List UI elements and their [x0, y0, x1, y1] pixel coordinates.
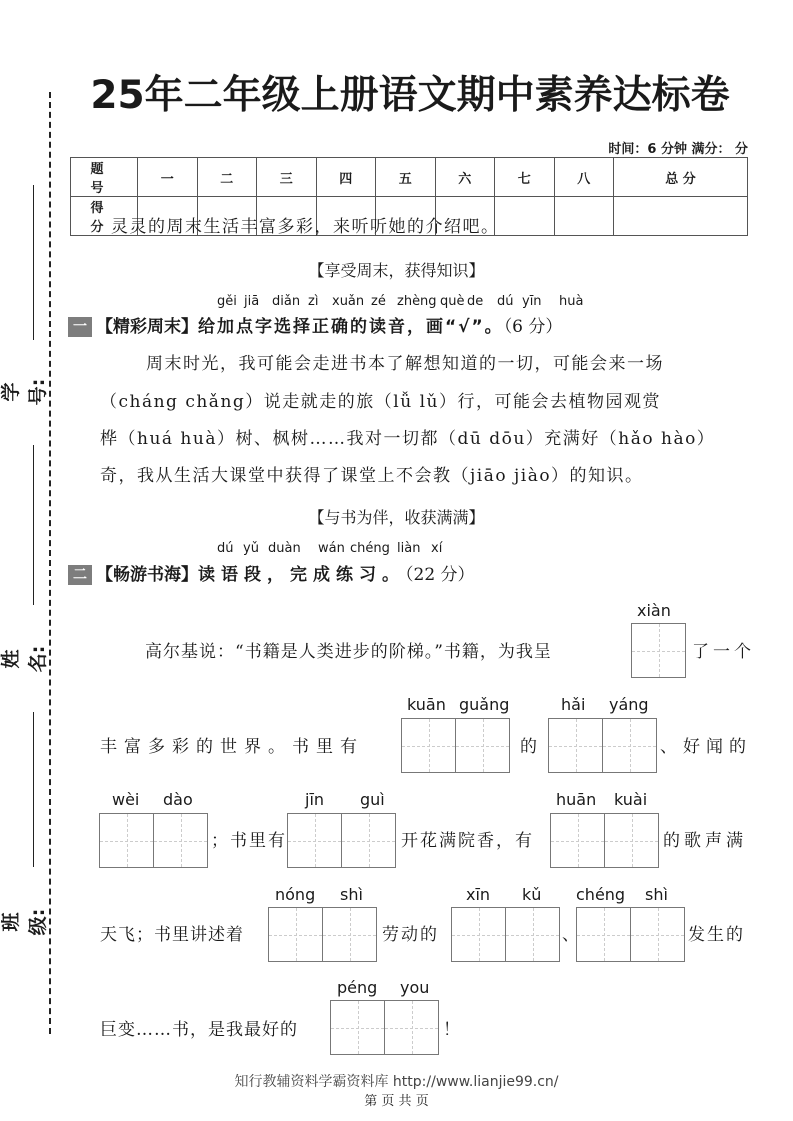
- fill-line-text: 劳动的: [382, 925, 439, 945]
- pinyin: guì: [360, 790, 385, 809]
- pinyin: xuǎn: [332, 294, 365, 309]
- table-cell: 题 号: [71, 158, 138, 197]
- pinyin: you: [400, 978, 430, 997]
- name-label: 姓名:: [0, 645, 49, 673]
- table-cell: 总 分: [614, 158, 748, 197]
- question-points: （22 分）: [405, 565, 475, 585]
- table-cell: 二: [197, 158, 257, 197]
- question-instruction: 读语段，完成练习。: [198, 565, 405, 585]
- pinyin: jiā: [244, 294, 260, 309]
- question1-header: [68, 312, 562, 337]
- pinyin: kǔ: [522, 885, 542, 904]
- pinyin: nóng: [275, 885, 316, 904]
- section1-pinyin: [217, 294, 597, 310]
- question-number-badge: 二: [68, 565, 92, 585]
- pinyin: xí: [431, 541, 443, 556]
- pinyin: shì: [645, 885, 668, 904]
- answer-box[interactable]: [631, 623, 686, 678]
- answer-box[interactable]: [576, 907, 685, 962]
- answer-box[interactable]: [548, 718, 657, 773]
- pinyin: yáng: [609, 695, 649, 714]
- question-tag: 【精彩周末】: [96, 317, 198, 337]
- section2-heading: 【与书为伴，收获满满】: [308, 508, 485, 527]
- pinyin: xīn: [466, 885, 491, 904]
- pinyin: xiàn: [637, 601, 671, 620]
- pinyin: wèi: [112, 790, 140, 809]
- number-label: 学号:: [0, 378, 49, 406]
- pinyin: huà: [559, 294, 584, 309]
- pinyin: hǎi: [561, 695, 586, 714]
- section1-heading: 【享受周末，获得知识】: [308, 261, 485, 280]
- answer-box[interactable]: [550, 813, 659, 868]
- answer-box[interactable]: [287, 813, 396, 868]
- fill-line-text: 高尔基说：“书籍是人类进步的阶梯。”书籍，为我呈: [145, 642, 552, 662]
- table-cell: 三: [257, 158, 317, 197]
- pinyin: yīn: [522, 294, 542, 309]
- pinyin: zé: [371, 294, 386, 309]
- pinyin: gěi: [217, 294, 237, 309]
- fill-line-text: 、: [562, 925, 583, 945]
- answer-box[interactable]: [451, 907, 560, 962]
- question2-header: [68, 560, 475, 585]
- answer-box[interactable]: [268, 907, 377, 962]
- fill-line-text: 、好闻的: [660, 737, 752, 757]
- score-input-cell[interactable]: [495, 197, 555, 236]
- fill-line-text: 巨变……书，是我最好的: [100, 1020, 298, 1040]
- pinyin: kuān: [407, 695, 446, 714]
- fill-line-text: 了一个: [692, 642, 755, 662]
- footer-source: 知行教辅资料学霸资料库 http://www.lianjie99.cn/: [234, 1074, 559, 1090]
- pinyin: huān: [556, 790, 597, 809]
- table-cell: 五: [376, 158, 436, 197]
- fill-line-text: 发生的: [688, 925, 745, 945]
- table-cell: 一: [138, 158, 198, 197]
- fill-line-text: ！: [443, 1020, 464, 1040]
- pinyin: chéng: [350, 541, 390, 556]
- fill-line-text: 天飞；书里讲述着: [100, 925, 244, 945]
- passage-line: （cháng chǎng）说走就走的旅（lǚ lǔ）行，可能会去植物园观赏: [100, 392, 661, 412]
- section2-pinyin: [217, 541, 457, 557]
- pinyin: shì: [340, 885, 363, 904]
- fill-line-text: 开花满院香，有: [401, 831, 534, 851]
- pinyin: péng: [337, 978, 378, 997]
- pinyin: guǎng: [459, 695, 510, 714]
- exam-meta: 时间：6 分钟 满分： 分: [608, 142, 748, 157]
- pinyin: dào: [163, 790, 193, 809]
- pinyin: liàn: [397, 541, 421, 556]
- pinyin: dú: [497, 294, 514, 309]
- pinyin: zhèng: [397, 294, 437, 309]
- score-input-cell[interactable]: [614, 197, 748, 236]
- passage-line: 奇，我从生活大课堂中获得了课堂上不会教（jiāo jiào）的知识。: [100, 466, 644, 486]
- pinyin: kuài: [614, 790, 648, 809]
- answer-box[interactable]: [330, 1000, 439, 1055]
- score-input-cell[interactable]: [554, 197, 614, 236]
- fill-line-text: 丰富多彩的世界。书里有: [100, 737, 364, 757]
- pinyin: jīn: [305, 790, 325, 809]
- table-cell: 得 分: [71, 197, 138, 236]
- pinyin: zì: [308, 294, 319, 309]
- table-cell: 六: [435, 158, 495, 197]
- binding-dashed-line: [49, 92, 51, 1034]
- intro-text: 灵灵的周末生活丰富多彩，来听听她的介绍吧。: [111, 217, 500, 237]
- footer-page: 第 页 共 页: [364, 1094, 429, 1109]
- fill-line-text: ；书里有: [211, 831, 287, 851]
- class-label: 班级:: [0, 908, 49, 936]
- table-cell: 四: [316, 158, 376, 197]
- question-instruction: 给加点字选择正确的读音，画“√”。: [198, 317, 504, 337]
- class-write-line: [33, 712, 34, 867]
- question-tag: 【畅游书海】: [96, 565, 198, 585]
- pinyin: diǎn: [272, 294, 301, 309]
- question-points: （6 分）: [503, 317, 563, 337]
- pinyin: dú: [217, 541, 234, 556]
- passage-line: 桦（huá huà）树、枫树……我对一切都（dū dōu）充满好（hǎo hào）: [100, 429, 716, 449]
- page-title: 25年二年级上册语文期中素养达标卷: [90, 73, 730, 118]
- table-cell: 七: [495, 158, 555, 197]
- fill-line-text: 的: [520, 737, 541, 757]
- passage-line: 周末时光，我可能会走进书本了解想知道的一切，可能会来一场: [146, 354, 664, 374]
- score-table-header-row: [71, 158, 748, 197]
- pinyin: de: [467, 294, 484, 309]
- table-cell: 八: [554, 158, 614, 197]
- pinyin: duàn: [268, 541, 301, 556]
- pinyin: yǔ: [243, 541, 259, 556]
- question-number-badge: 一: [68, 317, 92, 337]
- pinyin: chéng: [576, 885, 626, 904]
- pinyin: què: [440, 294, 465, 309]
- pinyin: wán: [318, 541, 345, 556]
- answer-box[interactable]: [99, 813, 208, 868]
- answer-box[interactable]: [401, 718, 510, 773]
- fill-line-text: 的歌声满: [663, 831, 747, 851]
